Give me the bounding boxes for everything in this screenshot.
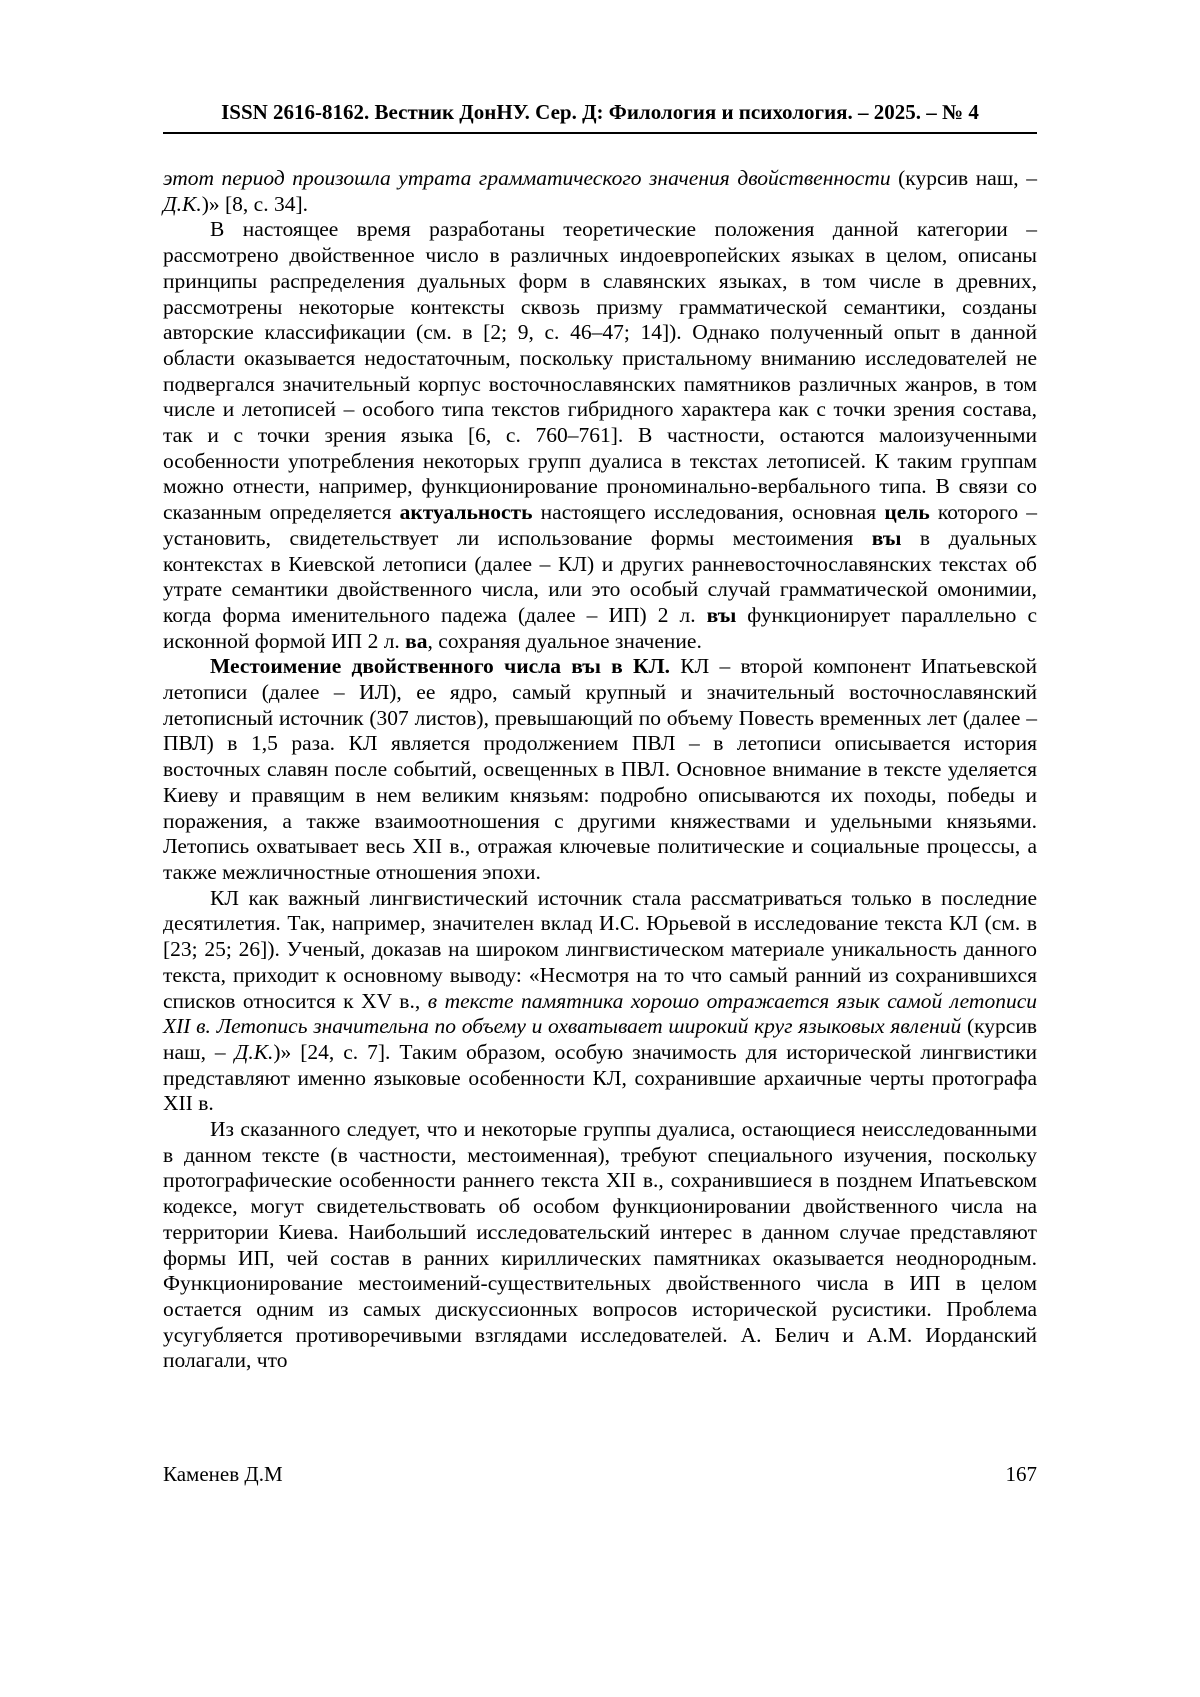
- text-run: настоящего исследования, основная: [532, 500, 885, 525]
- text-run: )» [8, с. 34].: [201, 191, 308, 216]
- text-run: в тексте памятника хорошо отражается язык самой летописи XII в. Летопись значительна по объему и охватывает широкий круг языковых явлений: [163, 988, 1037, 1039]
- text-run: которого – установить, свидетельствует ли использование формы местоимения: [163, 500, 1037, 550]
- text-run: этот период произошла утрата грамматического значения двойственности: [163, 166, 891, 190]
- text-run: Д.К.: [163, 191, 202, 216]
- text-run: )» [24, с. 7]. Таким образом, особую значимость для исторической лингвистики представляют именно языковые особенности КЛ, сохранившие архаичные черты протографа XII в.: [163, 1039, 1037, 1116]
- text-run: Д.К.: [234, 1039, 274, 1064]
- journal-running-header: ISSN 2616-8162. Вестник ДонНУ. Сер. Д: Филология и психология. – 2025. – № 4: [163, 100, 1037, 134]
- footer-author-name: Каменев Д.М: [163, 1462, 283, 1486]
- text-run: (курсив наш, –: [163, 1014, 1037, 1064]
- page-footer: [163, 1462, 1037, 1487]
- text-run: В настоящее время разработаны теоретические положения данной категории – рассмотрено двойственное число в различных индоевропейских языках в целом, описаны принципы распределения дуальных форм в славянских языках, в том числе в древних, рассмотрены некоторые контексты сквозь призму грамматической семантики, созданы авторские классификации (см. в [2; 9, с. 46–47; 14]). Однако полученный опыт в данной области оказывается недостаточным, поскольку пристальному вниманию исследователей не подвергался значительный корпус восточнославянских памятников различных жанров, в том числе и летописей – особого типа текстов гибридного характера как с точки зрения состава, так и с точки зрения языка [6, с. 760–761]. В частности, остаются малоизученными особенности употребления некоторых групп дуалиса в текстах летописей. К таким группам можно отнести, например, функционирование прономинально-вербального типа. В связи со сказанным определяется: [163, 217, 1037, 525]
- paragraph: [163, 1117, 1037, 1374]
- text-run: Местоимение двойственного числа въı в КЛ.: [210, 654, 670, 679]
- text-run: актуальность: [399, 500, 533, 525]
- footer-page-number: 167: [1005, 1462, 1037, 1486]
- paragraph: [163, 886, 1037, 1117]
- text-run: ва: [405, 628, 428, 653]
- text-run: , сохраняя дуальное значение.: [427, 628, 702, 653]
- text-run: функционирует параллельно с исконной формой ИП 2 л.: [163, 602, 1037, 653]
- article-body: [163, 166, 1037, 1374]
- text-run: КЛ как важный лингвистический источник стала рассматриваться только в последние десятилетия. Так, например, значителен вклад И.С. Юрьевой в исследование текста КЛ (см. в [23; 25; 26]). Ученый, доказав на широком лингвистическом материале уникальность данного текста, приходит к основному выводу: «Несмотря на то что самый ранний из сохранившихся списков относится к XV в.,: [163, 885, 1037, 1013]
- text-run: КЛ – второй компонент Ипатьевской летописи (далее – ИЛ), ее ядро, самый крупный и значительный восточнославянский летописный источник (307 листов), превышающий по объему Повесть временных лет (далее – ПВЛ) в 1,5 раза. КЛ является продолжением ПВЛ – в летописи описывается история восточных славян после событий, освещенных в ПВЛ. Основное внимание в тексте уделяется Киеву и правящим в нем великим князьям: подробно описываются их походы, победы и поражения, а также взаимоотношения с другими княжествами и удельными князьями. Летопись охватывает весь XII в., отражая ключевые политические и социальные процессы, а также межличностные отношения эпохи.: [163, 654, 1037, 884]
- text-run: Из сказанного следует, что и некоторые группы дуалиса, остающиеся неисследованными в данном тексте (в частности, местоименная), требуют специального изучения, поскольку протографические особенности раннего текста XII в., сохранившиеся в позднем Ипатьевском кодексе, могут свидетельствовать об особом функционировании двойственного числа на территории Киева. Наибольший исследовательский интерес в данном случае представляют формы ИП, чей состав в ранних кириллических памятниках оказывается неоднородным. Функционирование местоимений-существительных двойственного числа в ИП в целом остается одним из самых дискуссионных вопросов исторической русистики. Проблема усугубляется противоречивыми взглядами исследователей. А. Белич и А.М. Иорданский полагали, что: [163, 1117, 1037, 1373]
- paragraph: [163, 166, 1037, 217]
- text-run: въı: [871, 525, 902, 550]
- text-run: цель: [884, 500, 930, 525]
- text-run: в дуальных контекстах в Киевской летописи (далее – КЛ) и других ранневосточнославянских текстах об утрате семантики двойственного числа, или это особый случай грамматической омонимии, когда форма именительного падежа (далее – ИП) 2 л.: [163, 525, 1037, 627]
- paragraph: [163, 654, 1037, 885]
- paragraph: [163, 217, 1037, 654]
- text-run: (курсив наш, –: [890, 166, 1037, 190]
- text-run: въı: [706, 602, 737, 627]
